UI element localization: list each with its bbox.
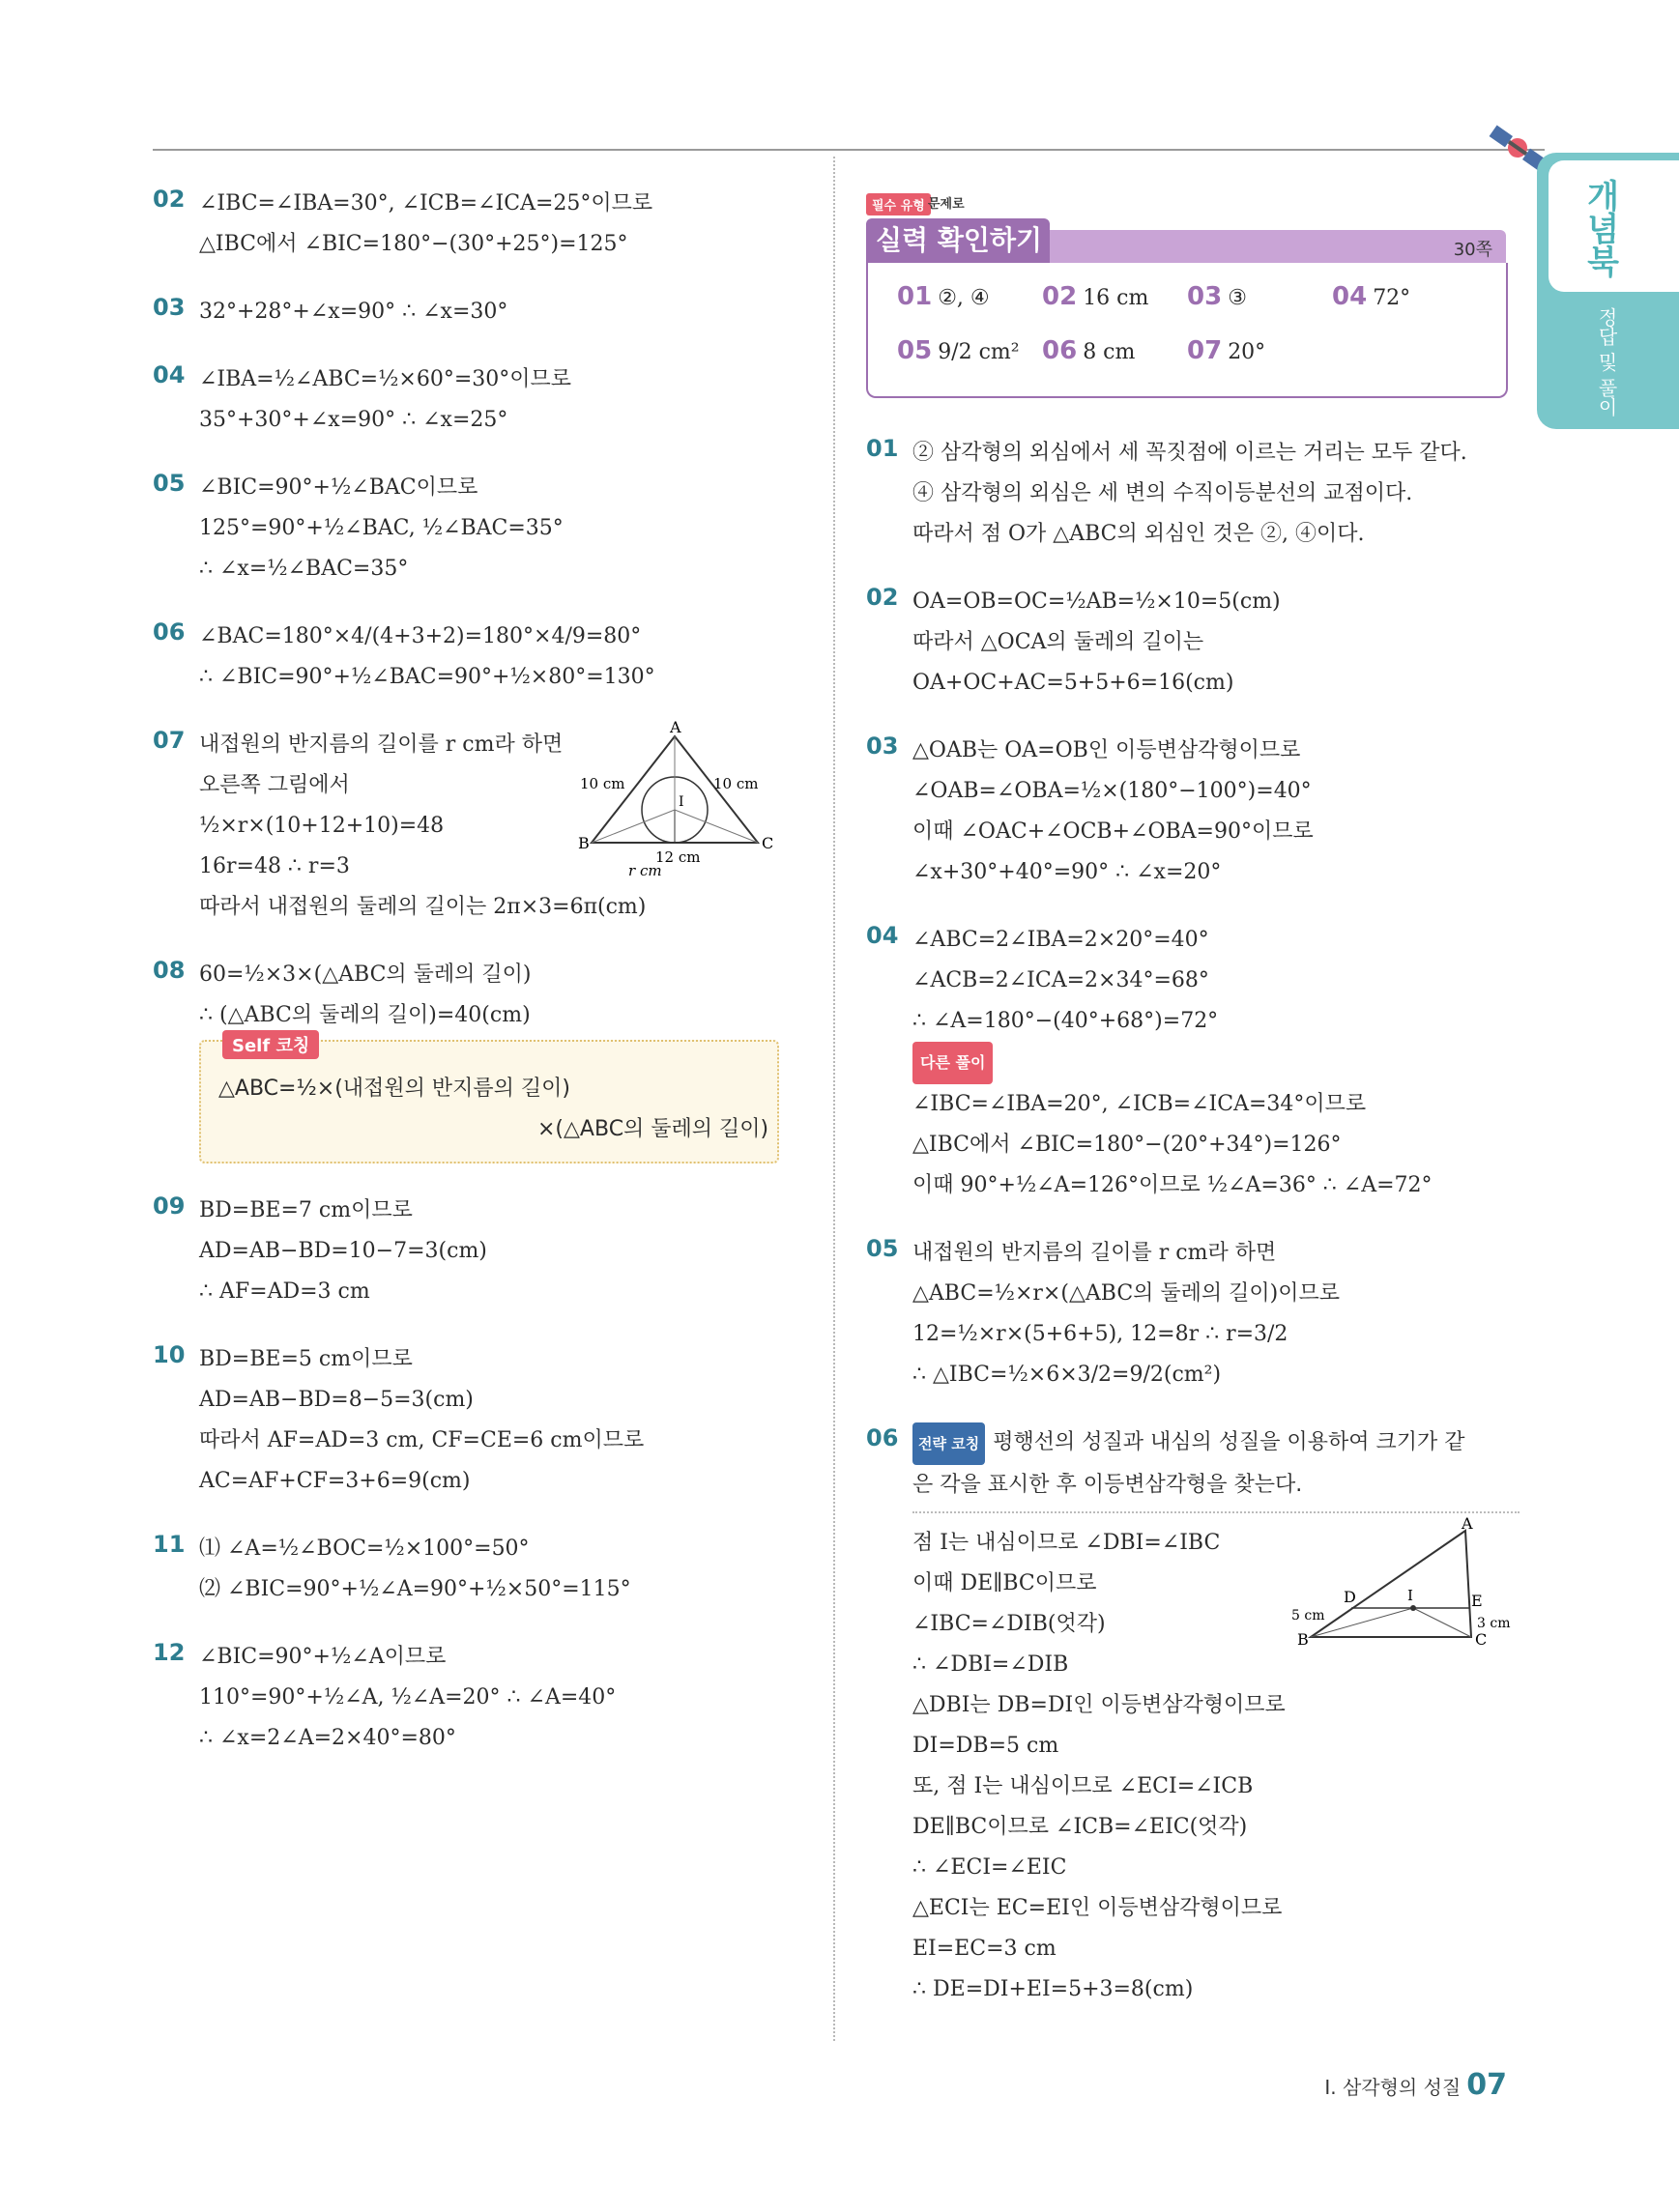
solution-r02 <box>866 582 1520 704</box>
solution-line: △ECI는 EC=EI인 이등변삼각형이므로 <box>912 1896 1283 1920</box>
solution-line: 따라서 점 O가 △ABC의 외심인 것은 ②, ④이다. <box>912 522 1365 546</box>
solution-02 <box>153 184 810 265</box>
chapter-title: Ⅰ. 삼각형의 성질 <box>1324 2076 1462 2099</box>
solution-line: ∴ ∠DBI=∠DIB <box>912 1652 1069 1677</box>
solution-line: ④ 삼각형의 외심은 세 변의 수직이등분선의 교점이다. <box>912 481 1413 505</box>
vertex-label-d: D <box>1344 1588 1356 1606</box>
solution-06 <box>153 617 810 698</box>
side-label-ec: 3 cm <box>1477 1616 1511 1631</box>
solution-11 <box>153 1529 810 1610</box>
problem-number: 06 <box>153 618 186 646</box>
problem-number: 02 <box>153 186 186 213</box>
solution-line: ∴ DE=DI+EI=5+3=8(cm) <box>912 1977 1194 2001</box>
solution-line: AD=AB−BD=8−5=3(cm) <box>199 1388 474 1412</box>
problem-number: 03 <box>866 733 899 760</box>
strategy-tag: 전략 코칭 <box>912 1422 985 1465</box>
problem-number: 12 <box>153 1639 186 1666</box>
side-tab-sub-label: 정답 및 풀이 <box>1595 307 1618 417</box>
problem-number: 07 <box>153 727 186 754</box>
incenter-label: I <box>1407 1587 1413 1604</box>
section-title: 실력 확인하기 <box>866 218 1050 263</box>
solution-line: ∠IBA=½∠ABC=½×60°=30°이므로 <box>199 367 572 391</box>
answer-item <box>1042 282 1148 311</box>
solution-line: ∠x+30°+40°=90° ∴ ∠x=20° <box>912 860 1222 884</box>
solution-09 <box>153 1191 810 1312</box>
solution-line: AC=AF+CF=3+6=9(cm) <box>199 1469 471 1493</box>
strategy-coaching <box>912 1422 1520 1513</box>
solution-08 <box>153 955 810 1163</box>
problem-number: 09 <box>153 1192 186 1220</box>
solution-line: △IBC에서 ∠BIC=180°−(20°+34°)=126° <box>912 1133 1342 1157</box>
solution-04 <box>153 359 810 441</box>
answer-value: 72° <box>1373 286 1411 310</box>
answer-number: 05 <box>897 336 933 365</box>
side-label-left: 10 cm <box>580 775 625 792</box>
page-number: 07 <box>1466 2068 1507 2102</box>
solution-line: 32°+28°+∠x=90° ∴ ∠x=30° <box>199 300 508 324</box>
answer-number: 02 <box>1042 282 1078 311</box>
solution-line: 따라서 내접원의 둘레의 길이는 2π×3=6π(cm) <box>199 895 647 919</box>
solution-10 <box>153 1339 810 1502</box>
solution-line: BD=BE=5 cm이므로 <box>199 1347 413 1371</box>
solution-line: ⑴ ∠A=½∠BOC=½×100°=50° <box>199 1537 530 1561</box>
solution-line: 이때 DE∥BC이므로 <box>912 1571 1097 1595</box>
solution-line: ∴ ∠ECI=∠EIC <box>912 1855 1067 1880</box>
solution-line: △ABC=½×r×(△ABC의 둘레의 길이)이므로 <box>912 1281 1340 1306</box>
answer-item <box>1187 282 1247 311</box>
solution-line: OA=OB=OC=½AB=½×10=5(cm) <box>912 589 1281 614</box>
vertex-label-c: C <box>1475 1630 1488 1649</box>
solution-line: ∴ AF=AD=3 cm <box>199 1279 370 1304</box>
vertex-label-a: A <box>1462 1514 1473 1533</box>
incenter-label: I <box>679 794 684 810</box>
column-divider <box>833 157 835 2041</box>
page-reference: 30쪽 <box>1453 240 1492 260</box>
solution-07 <box>153 718 810 928</box>
answer-value: 20° <box>1228 340 1266 364</box>
solution-line: DI=DB=5 cm <box>912 1734 1059 1758</box>
solution-line: ∠BIC=90°+½∠BAC이므로 <box>199 475 478 500</box>
vertex-label-b: B <box>1297 1630 1309 1649</box>
vertex-label-b: B <box>578 834 590 852</box>
self-coaching-tag: Self 코칭 <box>222 1030 319 1059</box>
answer-header-bar <box>1032 230 1506 263</box>
solution-line: 점 I는 내심이므로 ∠DBI=∠IBC <box>912 1531 1221 1555</box>
problem-number: 05 <box>153 470 186 497</box>
solution-line: 오른쪽 그림에서 <box>199 773 350 797</box>
side-tab-main-label: 개념북 <box>1580 179 1619 277</box>
solution-line: 125°=90°+½∠BAC, ½∠BAC=35° <box>199 516 564 540</box>
solution-r03 <box>866 731 1520 893</box>
solution-03 <box>153 292 810 332</box>
strategy-text: 은 각을 표시한 후 이등변삼각형을 찾는다. <box>912 1473 1303 1497</box>
solution-line: 또, 점 I는 내심이므로 ∠ECI=∠ICB <box>912 1774 1254 1798</box>
other-solution-tag: 다른 풀이 <box>912 1042 993 1084</box>
solution-line: BD=BE=7 cm이므로 <box>199 1198 413 1222</box>
solution-line: 이때 ∠OAC+∠OCB+∠OBA=90°이므로 <box>912 819 1314 844</box>
answer-value: 9/2 cm² <box>938 340 1020 364</box>
solution-line: ∠BAC=180°×4/(4+3+2)=180°×4/9=80° <box>199 624 642 648</box>
solution-line: ∠IBC=∠DIB(엇각) <box>912 1612 1106 1636</box>
solution-line: △OAB는 OA=OB인 이등변삼각형이므로 <box>912 738 1301 762</box>
problem-number: 06 <box>866 1424 899 1451</box>
answer-value: ②, ④ <box>938 286 990 310</box>
solution-line: 따라서 △OCA의 둘레의 길이는 <box>912 630 1204 654</box>
solution-r05 <box>866 1233 1520 1395</box>
problem-number: 01 <box>866 435 899 462</box>
answer-item <box>897 282 990 311</box>
problem-number: 04 <box>153 361 186 388</box>
solution-line: ∴ ∠BIC=90°+½∠BAC=90°+½×80°=130° <box>199 665 655 689</box>
solution-line: ∴ ∠A=180°−(40°+68°)=72° <box>912 1009 1219 1033</box>
tag-required-type: 필수 유형 <box>866 193 931 215</box>
solution-r04 <box>866 920 1520 1206</box>
top-rule <box>153 149 1545 151</box>
answer-number: 03 <box>1187 282 1223 311</box>
solution-line: △DBI는 DB=DI인 이등변삼각형이므로 <box>912 1693 1286 1717</box>
solution-line: ∴ ∠x=½∠BAC=35° <box>199 557 409 581</box>
solution-line: ② 삼각형의 외심에서 세 꼭짓점에 이르는 거리는 모두 같다. <box>912 441 1467 465</box>
problem-number: 08 <box>153 957 186 984</box>
answer-number: 07 <box>1187 336 1223 365</box>
solution-line: 내접원의 반지름의 길이를 r cm라 하면 <box>199 733 564 757</box>
solution-line: ∠IBC=∠IBA=20°, ∠ICB=∠ICA=34°이므로 <box>912 1092 1367 1116</box>
solution-line: ∴ ∠x=2∠A=2×40°=80° <box>199 1726 456 1750</box>
solution-line: 따라서 AF=AD=3 cm, CF=CE=6 cm이므로 <box>199 1428 645 1452</box>
solution-line: ∠BIC=90°+½∠A이므로 <box>199 1645 447 1669</box>
solution-line: 이때 90°+½∠A=126°이므로 ½∠A=36° ∴ ∠A=72° <box>912 1173 1433 1197</box>
solution-line: 110°=90°+½∠A, ½∠A=20° ∴ ∠A=40° <box>199 1685 617 1709</box>
problem-number: 05 <box>866 1235 899 1262</box>
answer-number: 01 <box>897 282 933 311</box>
solution-line: OA+OC+AC=5+5+6=16(cm) <box>912 671 1234 695</box>
solution-line: ∠ACB=2∠ICA=2×34°=68° <box>912 968 1209 992</box>
solution-12 <box>153 1637 810 1759</box>
side-label-right: 10 cm <box>713 775 759 792</box>
answer-number: 06 <box>1042 336 1078 365</box>
solution-line: DE∥BC이므로 ∠ICB=∠EIC(엇각) <box>912 1815 1248 1839</box>
vertex-label-a: A <box>670 718 681 736</box>
coaching-line: △ABC=½×(내접원의 반지름의 길이) <box>218 1077 570 1101</box>
answer-number: 04 <box>1332 282 1368 311</box>
problem-number: 03 <box>153 294 186 321</box>
solution-line: ∴ (△ABC의 둘레의 길이)=40(cm) <box>199 1003 531 1027</box>
solution-05 <box>153 468 810 589</box>
strategy-text: 평행선의 성질과 내심의 성질을 이용하여 크기가 같 <box>993 1430 1465 1454</box>
solution-line: ∠IBC=∠IBA=30°, ∠ICB=∠ICA=25°이므로 <box>199 191 653 215</box>
side-label-db: 5 cm <box>1291 1608 1325 1623</box>
vertex-label-c: C <box>762 834 774 852</box>
solution-line: 35°+30°+∠x=90° ∴ ∠x=25° <box>199 408 508 432</box>
solution-r06 <box>866 1422 1520 2010</box>
solution-line: AD=AB−BD=10−7=3(cm) <box>199 1239 487 1263</box>
solution-line: ∠OAB=∠OBA=½×(180°−100°)=40° <box>912 779 1312 803</box>
problem-number: 10 <box>153 1341 186 1368</box>
answer-value: 8 cm <box>1083 340 1136 364</box>
solution-line: △IBC에서 ∠BIC=180°−(30°+25°)=125° <box>199 232 628 256</box>
problem-number: 04 <box>866 922 899 949</box>
answer-value: 16 cm <box>1083 286 1149 310</box>
answer-value: ③ <box>1228 286 1247 310</box>
tag-problem: 문제로 <box>928 197 965 212</box>
solution-line: ½×r×(10+12+10)=48 <box>199 814 445 838</box>
solution-line: EI=EC=3 cm <box>912 1937 1057 1961</box>
solution-line: 60=½×3×(△ABC의 둘레의 길이) <box>199 962 532 987</box>
left-column <box>153 184 810 1786</box>
radius-label: r cm <box>628 862 662 879</box>
problem-number: 11 <box>153 1531 186 1558</box>
solution-line: 내접원의 반지름의 길이를 r cm라 하면 <box>912 1241 1277 1265</box>
solution-line: 12=½×r×(5+6+5), 12=8r ∴ r=3/2 <box>912 1322 1288 1346</box>
vertex-label-e: E <box>1471 1592 1483 1610</box>
page-footer <box>1324 2068 1507 2102</box>
answer-box <box>866 263 1508 398</box>
solution-r01 <box>866 433 1520 555</box>
incircle-figure <box>578 718 774 885</box>
side-label-bottom: 12 cm <box>655 848 701 866</box>
right-column <box>866 433 1520 2037</box>
answer-item <box>897 336 1020 365</box>
parallel-line-figure <box>1291 1515 1514 1670</box>
answer-item <box>1042 336 1135 365</box>
coaching-line: ×(△ABC의 둘레의 길이) <box>537 1117 769 1141</box>
answer-item <box>1187 336 1265 365</box>
self-coaching-box <box>199 1036 779 1163</box>
solution-line: ⑵ ∠BIC=90°+½∠A=90°+½×50°=115° <box>199 1577 631 1601</box>
solution-line: ∴ △IBC=½×6×3/2=9/2(cm²) <box>912 1363 1222 1387</box>
solution-line: 16r=48 ∴ r=3 <box>199 854 350 878</box>
answer-item <box>1332 282 1410 311</box>
answer-header <box>866 186 1506 267</box>
problem-number: 02 <box>866 584 899 611</box>
solution-line: ∠ABC=2∠IBA=2×20°=40° <box>912 928 1209 952</box>
